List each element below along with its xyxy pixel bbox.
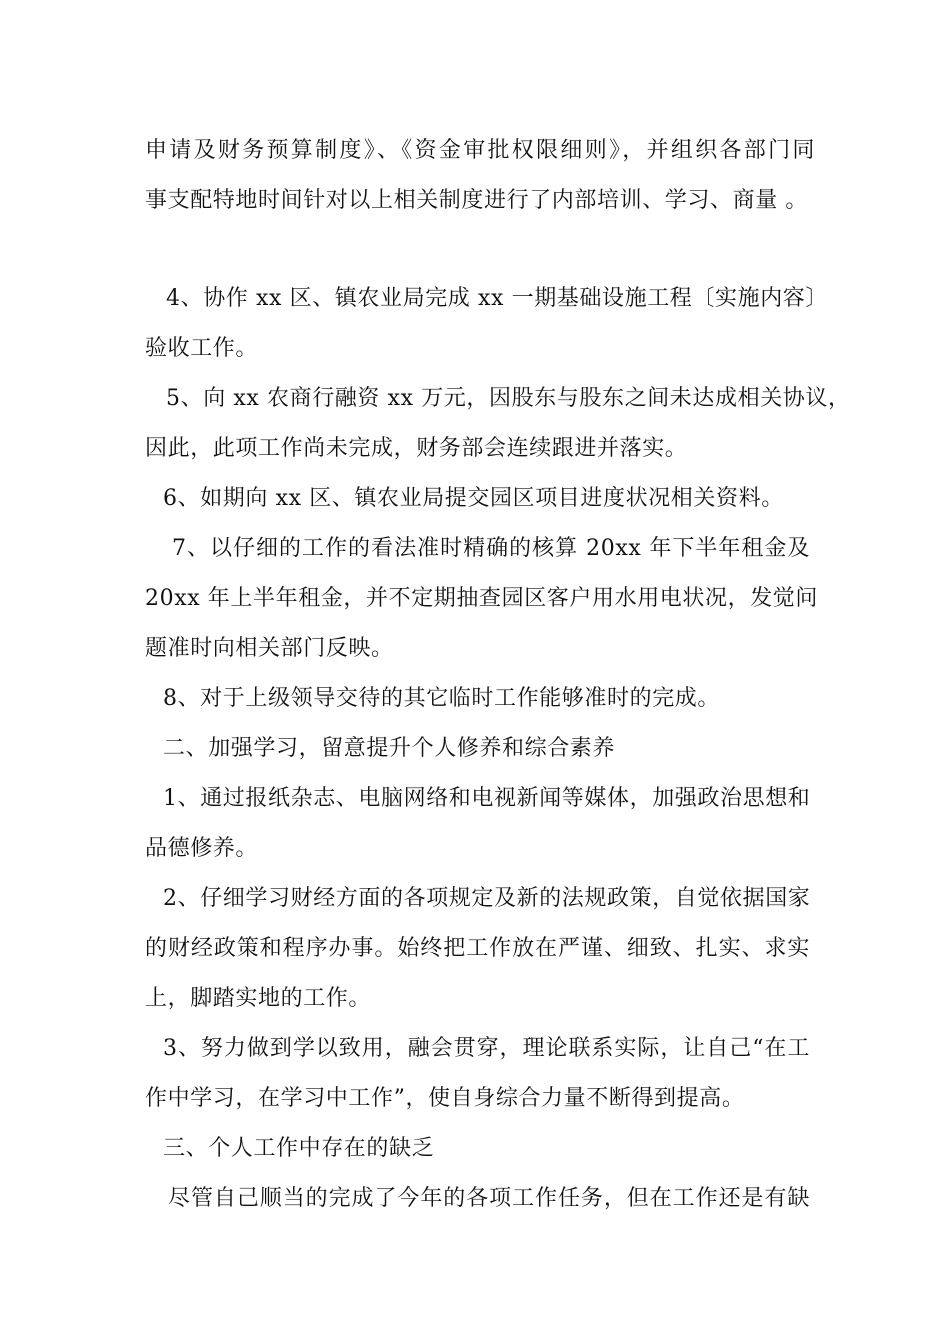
section-heading-2: 二、加强学习，留意提升个人修养和综合素养 [163,736,616,761]
study-item-1-line-1: 1、通过报纸杂志、电脑网络和电视新闻等媒体，加强政治思想和 [163,786,811,811]
paragraph-line-1: 申请及财务预算制度》、《资金审批权限细则》，并组织各部门同 [145,138,815,163]
study-item-2-line-3: 上，脚踏实地的工作。 [145,986,372,1011]
list-item-8: 8、对于上级领导交待的其它临时工作能够准时的完成。 [163,686,720,711]
list-item-7-line-3: 题准时向相关部门反映。 [145,636,394,661]
list-item-7-line-2: 20xx 年上半年租金，并不定期抽查园区客户用水用电状况，发觉问 [145,586,819,611]
study-item-3-line-1: 3、努力做到学以致用，融会贯穿，理论联系实际，让自己“在工 [163,1036,810,1061]
study-item-1-line-2: 品德修养。 [145,836,259,861]
section-heading-3: 三、个人工作中存在的缺乏 [163,1136,435,1161]
list-item-7-line-1: 7、以仔细的工作的看法准时精确的核算 20xx 年下半年租金及 [172,536,810,561]
paragraph-line-2: 事支配特地时间针对以上相关制度进行了内部培训、学习、商量 。 [145,188,808,213]
study-item-2-line-1: 2、仔细学习财经方面的各项规定及新的法规政策，自觉依据国家 [163,886,811,911]
list-item-4-line-1: 4、协作 xx 区、镇农业局完成 xx 一期基础设施工程〔实施内容〕 [166,286,829,311]
shortcomings-paragraph-line-1: 尽管自己顺当的完成了今年的各项工作任务，但在工作还是有缺 [168,1186,810,1211]
study-item-2-line-2: 的财经政策和程序办事。始终把工作放在严谨、细致、扎实、求实 [145,936,810,961]
list-item-5-line-2: 因此，此项工作尚未完成，财务部会连续跟进并落实。 [145,436,688,461]
study-item-3-line-2: 作中学习，在学习中工作”，使自身综合力量不断得到提高。 [145,1086,745,1111]
list-item-5-line-1: 5、向 xx 农商行融资 xx 万元，因股东与股东之间未达成相关协议， [166,386,851,411]
list-item-4-line-2: 验收工作。 [145,336,259,361]
list-item-6: 6、如期向 xx 区、镇农业局提交园区项目进度状况相关资料。 [163,486,784,511]
